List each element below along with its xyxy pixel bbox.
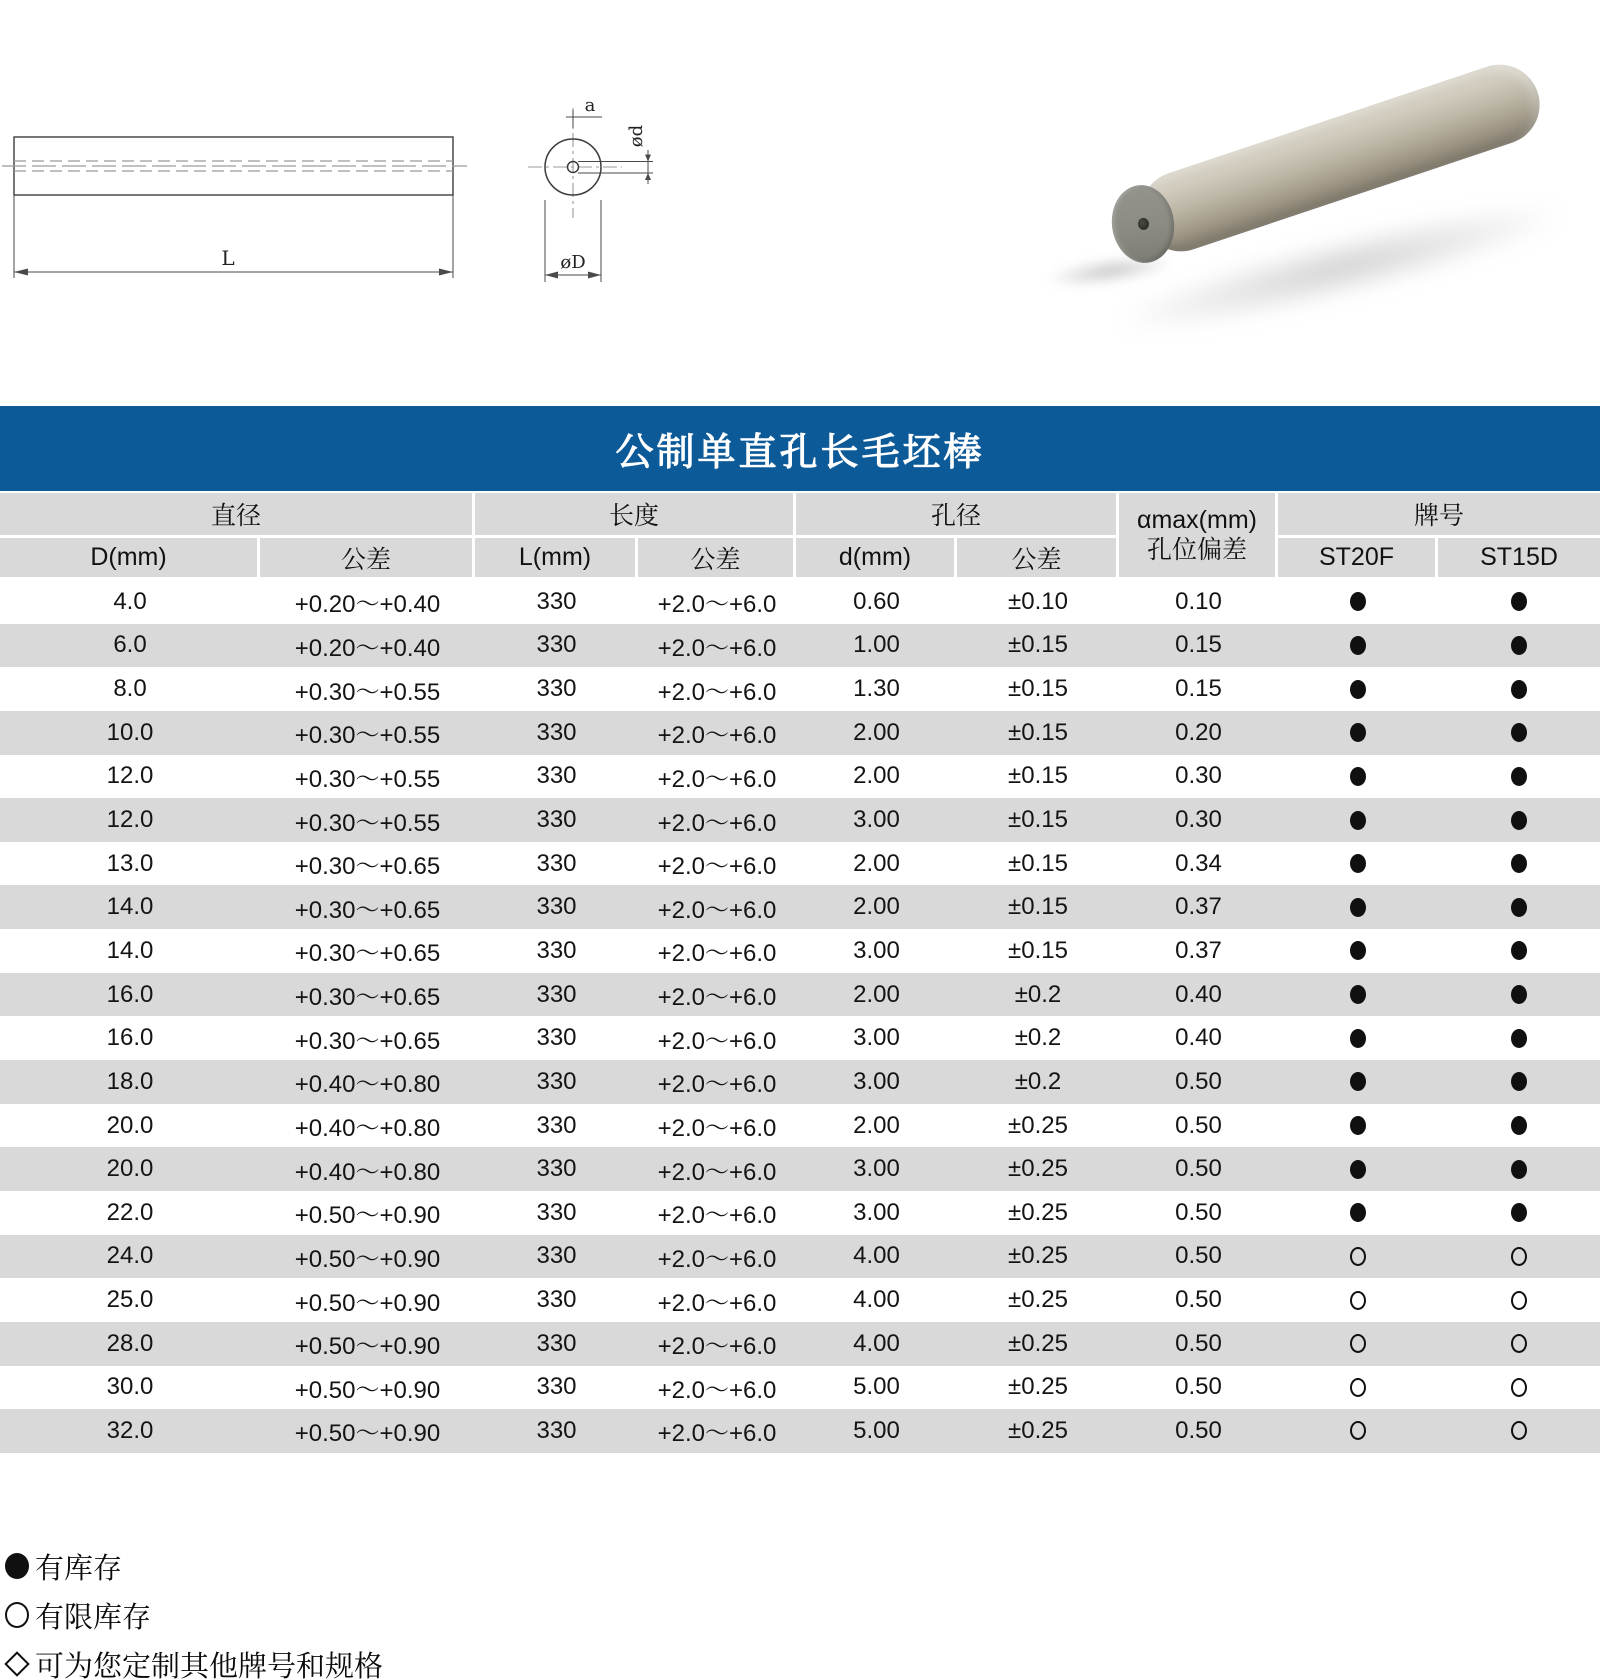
table-row [0,667,1600,711]
table-cell: +2.0～+6.0 [657,984,777,1012]
filled-circle-icon [1350,811,1366,830]
table-cell: +2.0～+6.0 [657,1420,777,1448]
table-cell: 3.00 [853,806,900,834]
table-cell: +2.0～+6.0 [657,809,777,837]
table-cell: +0.50～+0.90 [294,1202,441,1230]
table-cell: 20.0 [106,1155,154,1183]
rod-cross-section-drawing [480,70,740,300]
table-cell: +2.0～+6.0 [657,896,777,924]
table-cell: 4.00 [853,1329,900,1357]
rod-shadow [1105,182,1576,354]
header-grade-group: 牌号 [1278,493,1600,538]
table-cell: 330 [536,1286,577,1314]
hollow-circle-icon [1511,1421,1527,1440]
table-cell: 330 [536,1111,577,1139]
stock-marker-cell [1278,755,1438,799]
table-cell: 0.20 [1175,718,1222,746]
filled-circle-icon [1511,680,1527,699]
table-row [0,1409,1600,1453]
table-cell: +0.50～+0.90 [294,1420,441,1448]
filled-circle-icon [1350,680,1366,699]
rod-side-view-drawing [0,80,480,290]
filled-circle-icon [1350,592,1366,611]
legend-limited-stock-label: 有限库存 [35,1601,152,1634]
header-st15d: ST15D [1438,538,1600,580]
table-cell: ±0.25 [1008,1373,1068,1401]
stock-marker-cell [1278,1409,1438,1453]
table-row [0,755,1600,799]
stock-marker-cell [1438,973,1600,1017]
table-cell: +0.50～+0.90 [294,1289,441,1317]
table-cell: ±0.2 [1014,1024,1062,1052]
stock-marker-cell [1438,1322,1600,1366]
length-dim-label: L [221,246,235,270]
table-row [0,1060,1600,1104]
table-cell: 0.37 [1175,893,1222,921]
table-cell: ±0.25 [1008,1155,1068,1183]
table-cell: 2.00 [853,1111,900,1139]
stock-marker-cell [1278,1366,1438,1410]
table-cell: 16.0 [106,980,154,1008]
table-cell: +0.30～+0.55 [294,765,441,793]
header-amax-line2: 孔位偏差 [1146,536,1247,564]
legend-limited-stock [5,1597,805,1633]
legend-custom [5,1646,805,1680]
filled-circle-icon [5,1553,29,1579]
stock-marker-cell [1278,1191,1438,1235]
table-row [0,1366,1600,1410]
table-cell: 0.40 [1175,1024,1222,1052]
stock-marker-cell [1438,1366,1600,1410]
table-cell: 0.50 [1175,1329,1222,1357]
table-cell: 32.0 [106,1416,154,1444]
table-cell: ±0.15 [1008,849,1068,877]
table-row [0,711,1600,755]
table-cell: 0.50 [1175,1111,1222,1139]
table-cell: +0.40～+0.80 [294,1071,441,1099]
table-cell: +0.20～+0.40 [294,634,441,662]
table-cell: 330 [536,587,577,615]
hollow-circle-icon [1511,1247,1527,1266]
table-cell: +0.30～+0.65 [294,1027,441,1055]
table-cell: 16.0 [106,1024,154,1052]
table-cell: 2.00 [853,980,900,1008]
stock-marker-cell [1278,798,1438,842]
filled-circle-icon [1350,1160,1366,1179]
table-cell: 12.0 [106,806,154,834]
filled-circle-icon [1511,941,1527,960]
header-hole-group: 孔径 [796,493,1119,538]
table-cell: 1.30 [853,675,900,703]
table-cell: 0.50 [1175,1373,1222,1401]
filled-circle-icon [1511,1160,1527,1179]
table-cell: 13.0 [106,849,154,877]
stock-marker-cell [1278,1147,1438,1191]
legend-in-stock-label: 有库存 [35,1552,123,1585]
table-cell: 18.0 [106,1067,154,1095]
page-title: 公制单直孔长毛坯棒 [615,432,985,474]
table-cell: 6.0 [113,631,147,659]
filled-circle-icon [1511,898,1527,917]
table-cell: 20.0 [106,1111,154,1139]
stock-marker-cell [1278,885,1438,929]
table-cell: 2.00 [853,762,900,790]
table-cell: ±0.25 [1008,1416,1068,1444]
hollow-circle-icon [1511,1291,1527,1310]
table-cell: +0.30～+0.65 [294,853,441,881]
filled-circle-icon [1350,854,1366,873]
outer-diameter-dim-label: øD [560,252,586,273]
table-cell: 2.00 [853,893,900,921]
filled-circle-icon [1350,898,1366,917]
filled-circle-icon [1350,767,1366,786]
table-cell: ±0.2 [1014,980,1062,1008]
table-cell: +0.30～+0.55 [294,722,441,750]
table-cell: ±0.25 [1008,1111,1068,1139]
table-cell: ±0.15 [1008,631,1068,659]
hollow-circle-icon [5,1602,29,1628]
table-cell: 330 [536,762,577,790]
table-row [0,1191,1600,1235]
table-row [0,1322,1600,1366]
table-cell: +0.30～+0.65 [294,896,441,924]
stock-marker-cell [1438,798,1600,842]
table-cell: ±0.25 [1008,1286,1068,1314]
table-cell: 0.37 [1175,936,1222,964]
diamond-icon [4,1651,29,1676]
table-cell: ±0.10 [1008,587,1068,615]
table-cell: 8.0 [113,675,147,703]
table-cell: 0.15 [1175,675,1222,703]
table-cell: +2.0～+6.0 [657,1376,777,1404]
stock-marker-cell [1438,711,1600,755]
legend [5,1548,805,1680]
stock-marker-cell [1438,1104,1600,1148]
hollow-circle-icon [1511,1378,1527,1397]
table-cell: 2.00 [853,849,900,877]
table-cell: ±0.25 [1008,1198,1068,1226]
filled-circle-icon [1350,636,1366,655]
hollow-circle-icon [1350,1291,1366,1310]
stock-marker-cell [1438,580,1600,624]
table-cell: 0.50 [1175,1416,1222,1444]
stock-marker-cell [1438,624,1600,668]
table-cell: +2.0～+6.0 [657,1115,777,1142]
stock-marker-cell [1278,842,1438,886]
table-title-bar [0,406,1600,491]
table-cell: 3.00 [853,936,900,964]
hollow-circle-icon [1350,1421,1366,1440]
stock-marker-cell [1278,667,1438,711]
filled-circle-icon [1350,1029,1366,1048]
hole-diameter-dim-label: ød [626,124,647,148]
table-row [0,1016,1600,1060]
header-st20f: ST20F [1278,538,1438,580]
header-length-group: 长度 [475,493,796,538]
header-diameter-group: 直径 [0,493,475,538]
table-cell: 14.0 [106,936,154,964]
header-d-mm: D(mm) [0,538,260,580]
rod-body [1130,54,1550,262]
table-row [0,1104,1600,1148]
header-l-mm: L(mm) [475,538,638,580]
filled-circle-icon [1511,592,1527,611]
table-cell: 28.0 [106,1329,154,1357]
table-cell: 4.00 [853,1286,900,1314]
filled-circle-icon [1511,636,1527,655]
table-cell: 0.50 [1175,1155,1222,1183]
rod-shadow-front [1044,249,1176,293]
table-cell: ±0.15 [1008,675,1068,703]
table-cell: 330 [536,936,577,964]
table-cell: +2.0～+6.0 [657,591,777,619]
table-cell: +0.30～+0.55 [294,678,441,706]
filled-circle-icon [1350,1116,1366,1135]
table-row [0,973,1600,1017]
header-l-tolerance: 公差 [638,538,796,580]
table-cell: +2.0～+6.0 [657,678,777,706]
table-row [0,1147,1600,1191]
table-cell: +0.40～+0.80 [294,1115,441,1142]
table-cell: ±0.25 [1008,1242,1068,1270]
stock-marker-cell [1438,667,1600,711]
stock-marker-cell [1278,711,1438,755]
header-d-tolerance: 公差 [260,538,475,580]
table-header [0,493,1600,580]
stock-marker-cell [1438,1147,1600,1191]
header-amax-line1: αmax(mm) [1137,506,1257,534]
stock-marker-cell [1278,624,1438,668]
table-cell: 330 [536,849,577,877]
table-cell: 0.10 [1175,587,1222,615]
table-cell: 3.00 [853,1024,900,1052]
table-cell: 5.00 [853,1373,900,1401]
table-cell: +2.0～+6.0 [657,1333,777,1361]
stock-marker-cell [1278,1322,1438,1366]
table-cell: 4.0 [113,587,147,615]
legend-custom-label: 可为您定制其他牌号和规格 [35,1650,384,1680]
table-cell: 0.50 [1175,1198,1222,1226]
table-cell: +0.30～+0.55 [294,809,441,837]
table-cell: 0.40 [1175,980,1222,1008]
table-cell: +2.0～+6.0 [657,1202,777,1230]
stock-marker-cell [1278,1278,1438,1322]
table-cell: 330 [536,1067,577,1095]
stock-marker-cell [1278,1235,1438,1279]
table-cell: 5.00 [853,1416,900,1444]
table-cell: +2.0～+6.0 [657,1289,777,1317]
table-cell: 330 [536,1198,577,1226]
stock-marker-cell [1438,842,1600,886]
table-cell: ±0.15 [1008,893,1068,921]
filled-circle-icon [1511,767,1527,786]
table-cell: 22.0 [106,1198,154,1226]
table-cell: 2.00 [853,718,900,746]
filled-circle-icon [1511,1072,1527,1091]
table-cell: 3.00 [853,1198,900,1226]
table-cell: +2.0～+6.0 [657,853,777,881]
legend-in-stock [5,1548,805,1584]
table-cell: 0.60 [853,587,900,615]
table-cell: +0.50～+0.90 [294,1376,441,1404]
filled-circle-icon [1350,1072,1366,1091]
table-cell: 1.00 [853,631,900,659]
stock-marker-cell [1278,929,1438,973]
table-cell: 330 [536,1329,577,1357]
stock-marker-cell [1438,1016,1600,1060]
stock-marker-cell [1438,1235,1600,1279]
table-cell: 330 [536,1373,577,1401]
stock-marker-cell [1278,973,1438,1017]
table-cell: +0.30～+0.65 [294,940,441,968]
table-cell: ±0.2 [1014,1067,1062,1095]
table-cell: ±0.15 [1008,718,1068,746]
table-cell: 0.34 [1175,849,1222,877]
table-row [0,624,1600,668]
stock-marker-cell [1438,885,1600,929]
filled-circle-icon [1350,723,1366,742]
stock-marker-cell [1278,1104,1438,1148]
table-cell: 0.30 [1175,806,1222,834]
filled-circle-icon [1350,985,1366,1004]
table-cell: +0.50～+0.90 [294,1333,441,1361]
hollow-circle-icon [1350,1378,1366,1397]
table-cell: 330 [536,675,577,703]
table-cell: 0.50 [1175,1242,1222,1270]
stock-marker-cell [1438,755,1600,799]
stock-marker-cell [1438,1191,1600,1235]
table-cell: 25.0 [106,1286,154,1314]
table-cell: +2.0～+6.0 [657,634,777,662]
table-cell: +2.0～+6.0 [657,1027,777,1055]
table-rows [0,580,1600,1453]
filled-circle-icon [1511,854,1527,873]
filled-circle-icon [1511,1203,1527,1222]
stock-marker-cell [1278,580,1438,624]
table-cell: 330 [536,1155,577,1183]
table-cell: 24.0 [106,1242,154,1270]
table-row [0,885,1600,929]
rod-front-face [1107,181,1179,267]
table-cell: 4.00 [853,1242,900,1270]
header-hole-d-mm: d(mm) [796,538,957,580]
header-amax [1119,493,1278,580]
table-cell: 0.50 [1175,1286,1222,1314]
table-cell: 330 [536,718,577,746]
table-cell: 0.50 [1175,1067,1222,1095]
table-cell: +0.20～+0.40 [294,591,441,619]
table-cell: 330 [536,631,577,659]
filled-circle-icon [1511,811,1527,830]
filled-circle-icon [1350,941,1366,960]
table-cell: 330 [536,1242,577,1270]
table-cell: 14.0 [106,893,154,921]
table-cell: 330 [536,1416,577,1444]
table-cell: 10.0 [106,718,154,746]
stock-marker-cell [1438,929,1600,973]
table-cell: 3.00 [853,1067,900,1095]
stock-marker-cell [1438,1060,1600,1104]
table-cell: 330 [536,980,577,1008]
table-cell: 330 [536,893,577,921]
table-cell: +0.30～+0.65 [294,984,441,1012]
table-cell: 0.15 [1175,631,1222,659]
table-cell: ±0.15 [1008,762,1068,790]
table-cell: +0.50～+0.90 [294,1245,441,1273]
offset-dim-label: a [584,95,596,116]
table-cell: 330 [536,1024,577,1052]
table-cell: +0.40～+0.80 [294,1158,441,1186]
table-row [0,580,1600,624]
table-cell: ±0.25 [1008,1329,1068,1357]
table-cell: +2.0～+6.0 [657,1245,777,1273]
table-row [0,798,1600,842]
table-cell: 0.30 [1175,762,1222,790]
filled-circle-icon [1350,1203,1366,1222]
rod-hole [1137,217,1150,230]
filled-circle-icon [1511,723,1527,742]
filled-circle-icon [1511,1029,1527,1048]
header-hole-tolerance: 公差 [957,538,1119,580]
hollow-circle-icon [1350,1247,1366,1266]
table-cell: 12.0 [106,762,154,790]
table-cell: +2.0～+6.0 [657,1071,777,1099]
table-cell: +2.0～+6.0 [657,722,777,750]
table-cell: 330 [536,806,577,834]
hollow-circle-icon [1511,1334,1527,1353]
table-cell: +2.0～+6.0 [657,1158,777,1186]
table-row [0,1235,1600,1279]
table-row [0,1278,1600,1322]
stock-marker-cell [1278,1060,1438,1104]
table-row [0,842,1600,886]
stock-marker-cell [1438,1409,1600,1453]
table-cell: ±0.15 [1008,936,1068,964]
filled-circle-icon [1511,1116,1527,1135]
stock-marker-cell [1438,1278,1600,1322]
table-cell: +2.0～+6.0 [657,940,777,968]
table-cell: ±0.15 [1008,806,1068,834]
table-cell: 30.0 [106,1373,154,1401]
hollow-circle-icon [1350,1334,1366,1353]
table-row [0,929,1600,973]
stock-marker-cell [1278,1016,1438,1060]
table-cell: 3.00 [853,1155,900,1183]
filled-circle-icon [1511,985,1527,1004]
table-cell: +2.0～+6.0 [657,765,777,793]
